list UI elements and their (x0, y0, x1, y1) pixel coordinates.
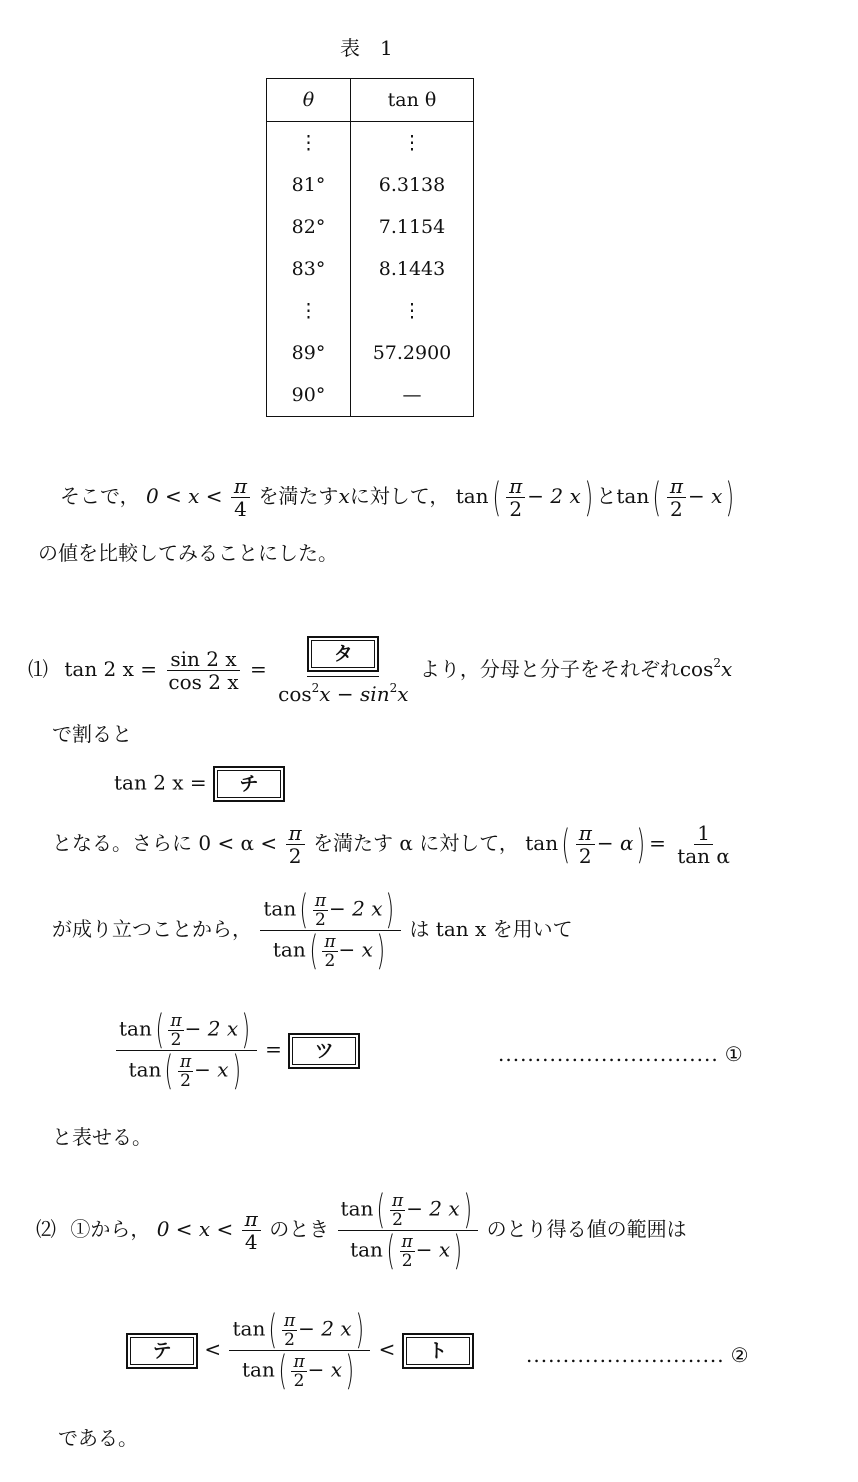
table-title: 表 1 (340, 36, 393, 60)
cell: ⋮ (351, 122, 474, 165)
cell: — (351, 374, 474, 417)
q1-line-1: ⑴ tan 2 x = $\frac{\sin 2 x}{\cos 2 x}$ = $\frac{\text{タ}}{\cos^2x - \sin^2x}$ より，分母と分子をそれぞれ$\cos^2x$ (28, 636, 732, 705)
answer-box-te[interactable]: テ (126, 1333, 198, 1369)
q2-line-3: である。 (58, 1426, 138, 1450)
cell: 6.3138 (351, 164, 474, 206)
cell: 90° (267, 374, 351, 417)
eq-2: テ < tan( $\frac{\pi}{2}$ − 2 x) tan( $\frac{\pi}{2}$ − x) < ト (126, 1310, 474, 1391)
table-row (267, 248, 474, 290)
ta-fraction: $\frac{\text{タ}}{\cos^2x - \sin^2x}$ (275, 636, 411, 705)
answer-box-chi[interactable]: チ (213, 766, 285, 802)
cell: 82° (267, 206, 351, 248)
table-row (267, 374, 474, 417)
table-row (267, 206, 474, 248)
q2-line-1: ⑵ ①から， 0 < x < $\frac{\pi}{4}$ のとき tan( $\frac{\pi}{2}$ − 2 x) tan( $\frac{\pi}{2}$ − x) のとり得る値の範囲は (36, 1187, 687, 1274)
eq-1: tan( $\frac{\pi}{2}$ − 2 x) tan( $\frac{\pi}{2}$ − x) = ツ (114, 1010, 360, 1091)
eq-2-ref: ........................... ② (526, 1343, 749, 1367)
answer-box-ta[interactable]: タ (307, 636, 379, 672)
table-row (267, 332, 474, 374)
cell: ⋮ (351, 290, 474, 332)
eq-1-ref: .............................. ① (498, 1042, 743, 1066)
q1-line-2: で割ると (52, 722, 132, 746)
table-row (267, 290, 474, 332)
q1-chi-line: tan 2 x = チ (114, 766, 285, 802)
q1-label: ⑴ (28, 657, 48, 681)
q1-line-4: が成り立つことから， tan( $\frac{\pi}{2}$ − 2 x) tan( $\frac{\pi}{2}$ − x) は tan x を用いて (52, 887, 573, 974)
ratio-fraction: tan( $\frac{\pi}{2}$ − 2 x) tan( $\frac{\pi}{2}$ − x) (260, 890, 401, 971)
table-row (267, 122, 474, 165)
table-row (267, 164, 474, 206)
cell: 83° (267, 248, 351, 290)
q1-line-3: となる。さらに 0 < α < $\frac{\pi}{2}$ を満たす α に対して， tan( $\frac{\pi}{2}$ − α) = $\frac{1}{\text{tan α}}$ (52, 821, 730, 868)
cell: ⋮ (267, 290, 351, 332)
cell: ⋮ (267, 122, 351, 165)
cell: 57.2900 (351, 332, 474, 374)
col-header-tan: tan θ (351, 79, 474, 122)
col-header-theta: θ (267, 79, 351, 122)
cell: 89° (267, 332, 351, 374)
answer-box-to[interactable]: ト (402, 1333, 474, 1369)
pi-over-4: $\frac{\pi}{4}$ (231, 475, 250, 520)
cell: 81° (267, 164, 351, 206)
tan-table (266, 78, 474, 417)
answer-box-tsu[interactable]: ツ (288, 1033, 360, 1069)
cell: 7.1154 (351, 206, 474, 248)
intro-line-2: の値を比較してみることにした。 (38, 541, 338, 565)
cell: 8.1443 (351, 248, 474, 290)
intro-line-1: そこで， 0 < x < $\frac{\pi}{4}$ を満たすxに対して， tan( $\frac{\pi}{2}$ − 2 x) とtan( $\frac{\pi}{2}$ − x) (60, 474, 735, 521)
q2-label: ⑵ (36, 1217, 56, 1241)
q1-line-5: と表せる。 (52, 1125, 152, 1149)
